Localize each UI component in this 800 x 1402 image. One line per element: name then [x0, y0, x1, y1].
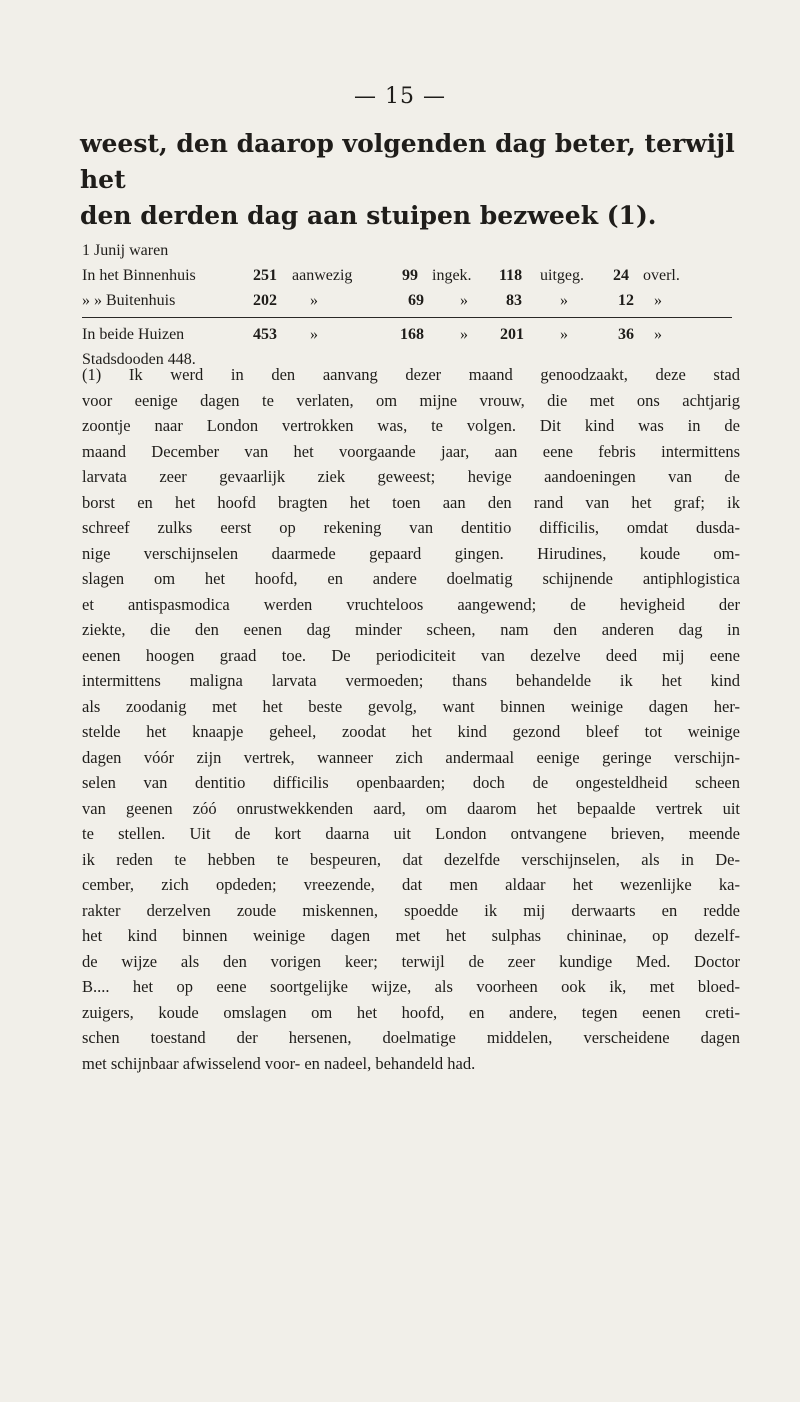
stats-deaths-label: Stadsdooden 448.: [82, 351, 196, 368]
footnote-line: voor eenige dagen te verlaten, om mijne vrouw, die met ons achtjarig: [82, 390, 740, 410]
footnote-line: cember, zich opdeden; vreezende, dat men aldaar het wezenlijke ka-: [82, 875, 740, 894]
stats-row-binnenhuis: In het Binnenhuis 251 aanwezig 99 ingek. 118 uitgeg. 24 overl.: [82, 267, 680, 284]
footnote-line: zuigers, koude omslagen om het hoofd, en andere, tegen eenen creti-: [82, 1002, 740, 1022]
intro-line: den derden dag aan stuipen bezweek (1).: [80, 201, 657, 230]
footnote-line: slagen om het hoofd, en andere doelmatig schijnende antiphlogistica: [82, 569, 740, 588]
footnote-line: van geenen zóó onrustwekkenden aard, om daarom het bepaalde vertrek uit: [82, 798, 740, 818]
footnote-line: et antispasmodica werden vruchteloos aangewend; de hevigheid der: [82, 594, 740, 614]
footnote-line: schreef zulks eerst op rekening van dentitio difficilis, omdat dusda-: [82, 518, 740, 537]
footnote-line: als zoodanig met het beste gevolg, want binnen weinige dagen her-: [82, 696, 740, 716]
total-divider: [82, 317, 732, 318]
footnote-line: borst en het hoofd bragten het toen aan den rand van het graf; ik: [82, 492, 740, 512]
stats-row-total: In beide Huizen 453 » 168 » 201 » 36 »: [82, 326, 662, 343]
footnote-line: dagen vóór zijn vertrek, wanneer zich andermaal eenige geringe verschijn-: [82, 747, 740, 767]
intro-line: weest, den daarop volgenden dag beter, terwijl het: [80, 129, 735, 194]
statistics-table: [82, 238, 742, 372]
footnote-line: stelde het knaapje geheel, zoodat het kind gezond bleef tot weinige: [82, 722, 740, 741]
footnote-line: schen toestand der hersenen, doelmatige middelen, verscheidene dagen: [82, 1028, 740, 1047]
footnote: [82, 362, 740, 1076]
footnote-line: met schijnbaar afwisselend voor- en nadeel, behandeld had.: [82, 1053, 476, 1073]
footnote-line: (1) Ik werd in den aanvang dezer maand genoodzaakt, deze stad: [82, 365, 740, 384]
footnote-line: B.... het op eene soortgelijke wijze, als voorheen ook ik, met bloed-: [82, 977, 740, 996]
footnote-line: zoontje naar London vertrokken was, te volgen. Dit kind was in de: [82, 416, 740, 435]
footnote-line: te stellen. Uit de kort daarna uit London ontvangene brieven, meende: [82, 824, 740, 843]
footnote-line: intermittens maligna larvata vermoeden; thans behandelde ik het kind: [82, 671, 740, 690]
footnote-line: het kind binnen weinige dagen met het sulphas chininae, op dezelf-: [82, 926, 740, 945]
footnote-line: rakter derzelven zoude miskennen, spoedde ik mij derwaarts en redde: [82, 900, 740, 920]
intro-text: [80, 126, 740, 234]
footnote-line: ziekte, die den eenen dag minder scheen, nam den anderen dag in: [82, 620, 740, 639]
stats-row-buitenhuis: » » Buitenhuis 202 » 69 » 83 » 12 »: [82, 292, 662, 309]
footnote-line: ik reden te hebben te bespeuren, dat dezelfde verschijnselen, als in De-: [82, 849, 740, 869]
page-number: — 15 —: [354, 84, 446, 109]
footnote-line: maand December van het voorgaande jaar, aan eene febris intermittens: [82, 441, 740, 461]
stats-date-label: 1 Junij waren: [82, 242, 169, 259]
footnote-line: larvata zeer gevaarlijk ziek geweest; hevige aandoeningen van de: [82, 467, 740, 486]
footnote-line: de wijze als den vorigen keer; terwijl de zeer kundige Med. Doctor: [82, 951, 740, 971]
footnote-line: eenen hoogen graad toe. De periodiciteit van dezelve deed mij eene: [82, 645, 740, 665]
footnote-line: selen van dentitio difficilis openbaarden; doch de ongesteldheid scheen: [82, 773, 740, 792]
footnote-line: nige verschijnselen daarmede gepaard gingen. Hirudines, koude om-: [82, 543, 740, 563]
